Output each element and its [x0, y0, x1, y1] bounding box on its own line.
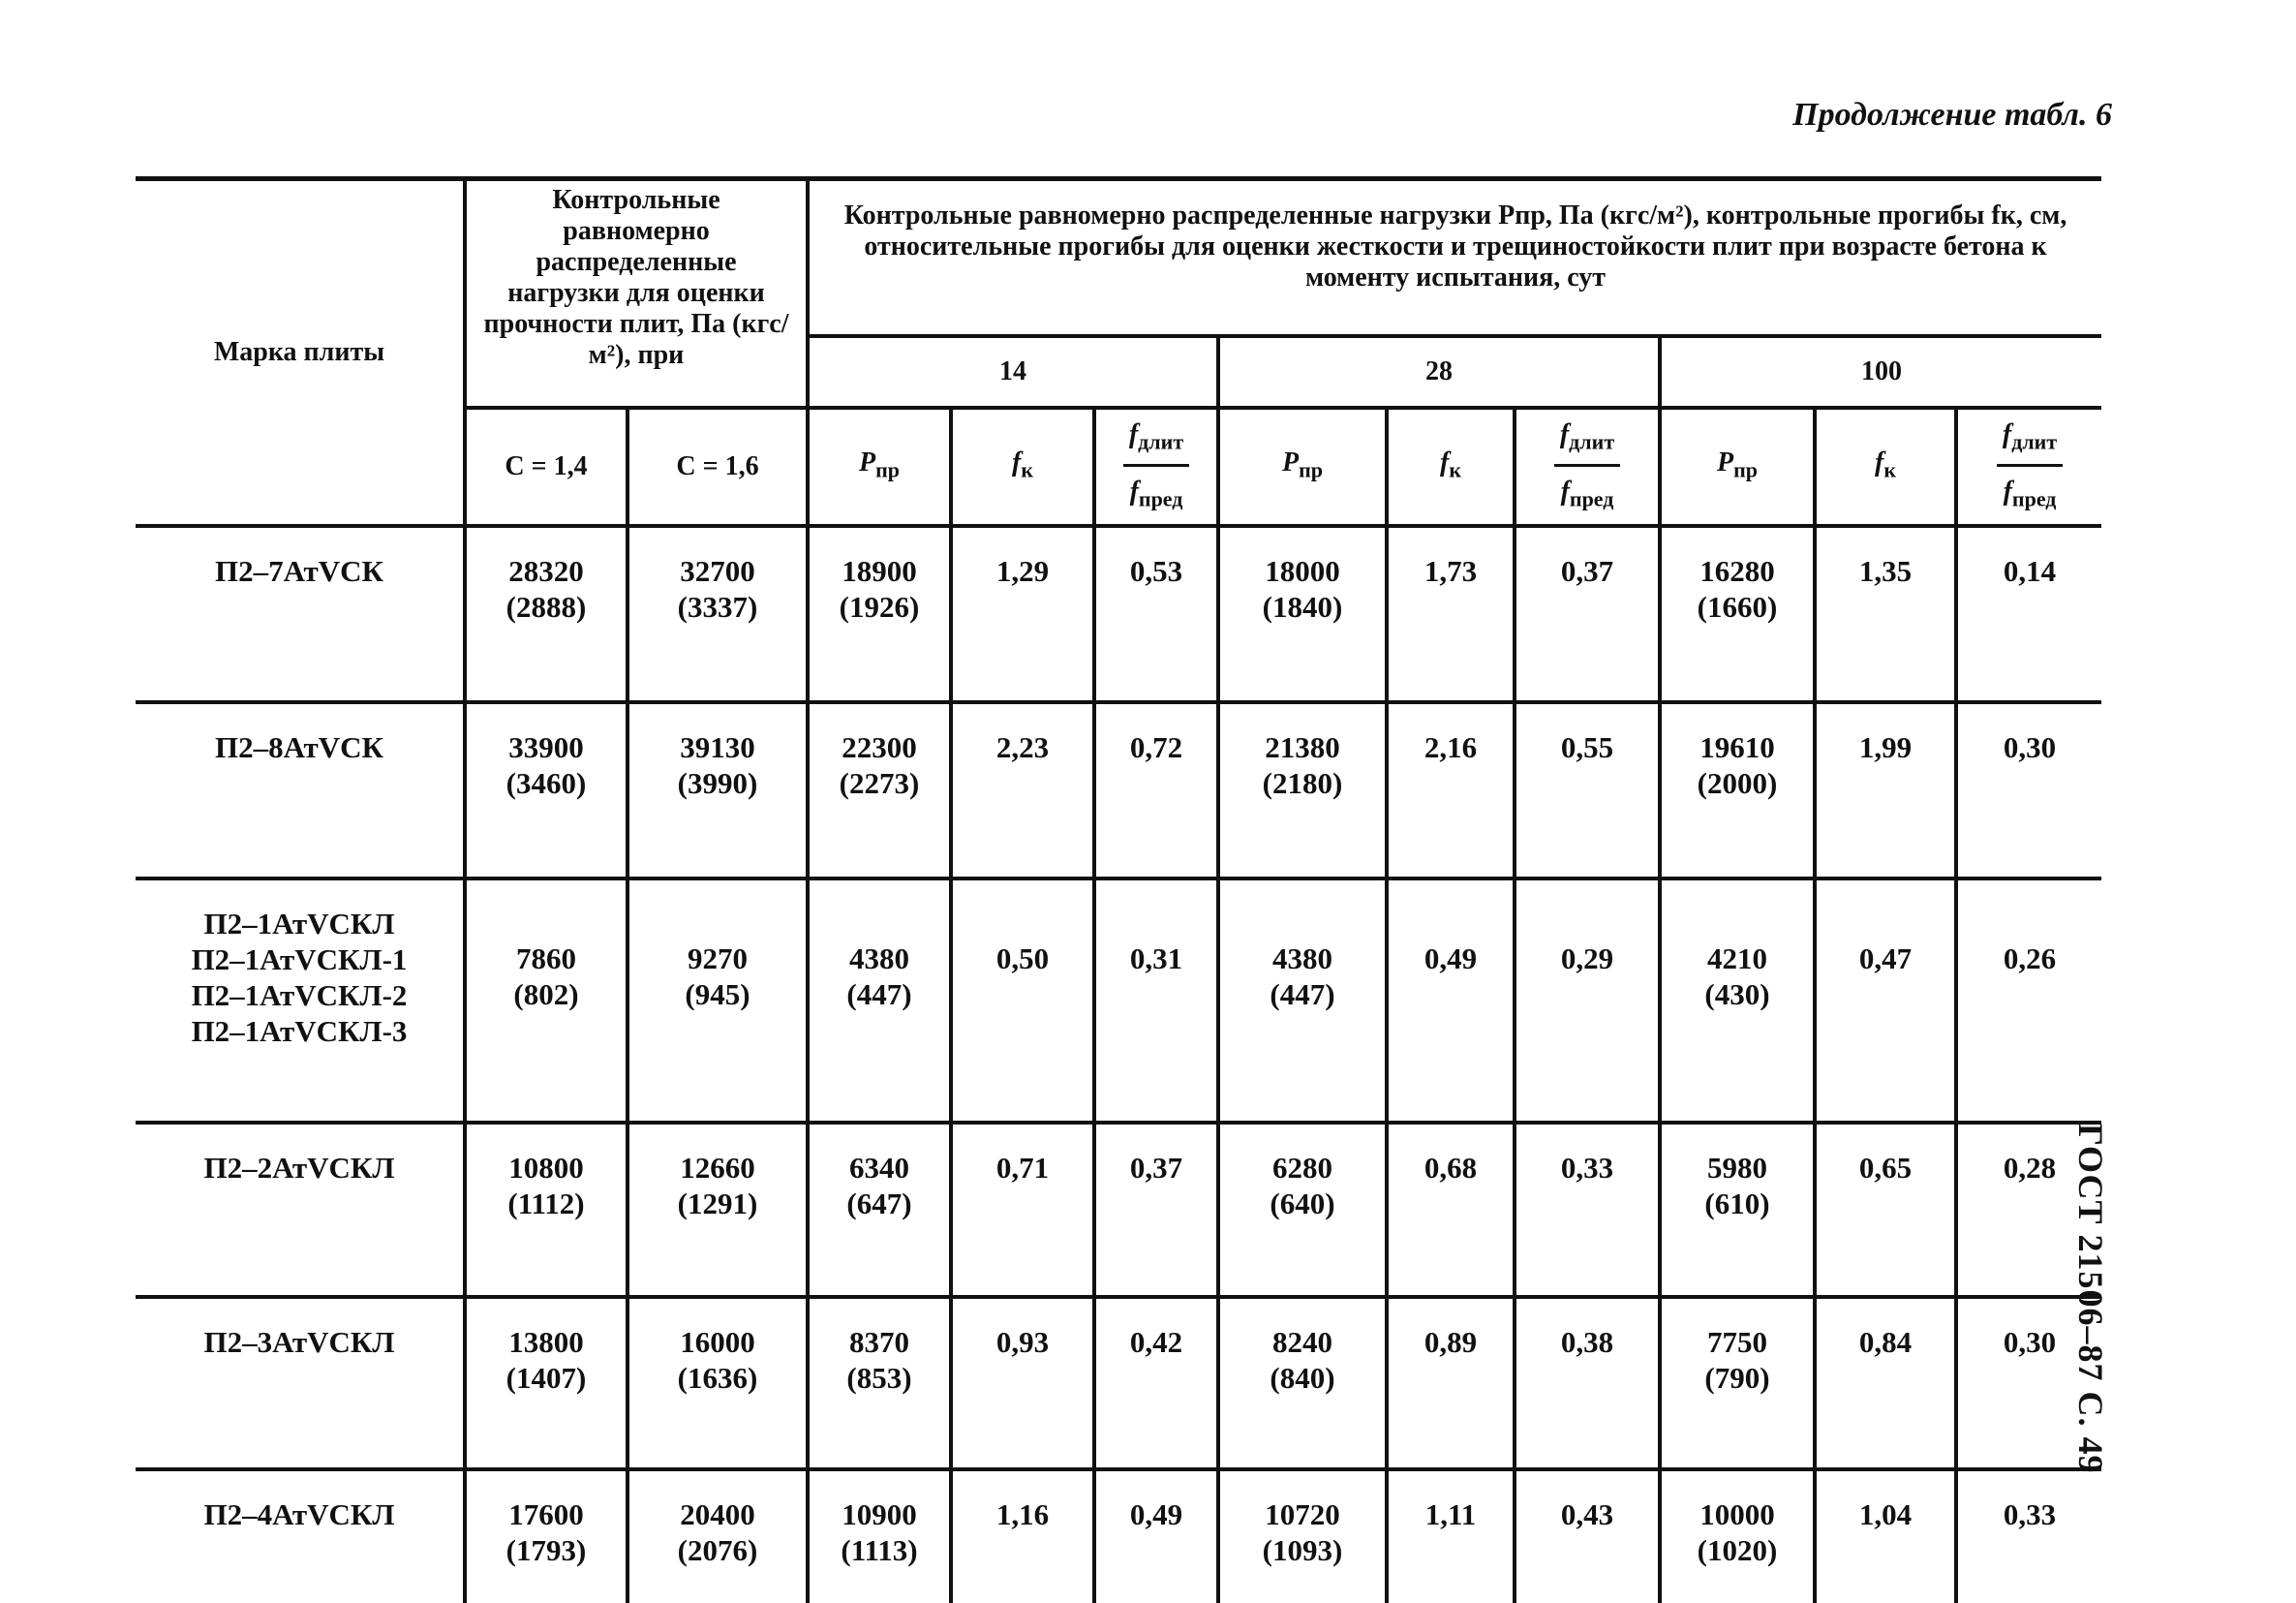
p-subscript: пр	[1299, 457, 1324, 482]
ratio-cell-d14	[1094, 1297, 1218, 1469]
load-c16-cell	[628, 526, 808, 702]
p-header-28	[1218, 408, 1387, 526]
load-c16-cell	[628, 702, 808, 879]
plate-mark	[136, 1469, 465, 1603]
plate-mark-line: П2–1АтVCКЛ-1	[191, 942, 408, 976]
p-load-cell-d28-kgf: (1093)	[1262, 1533, 1343, 1567]
load-c16-cell-kgf: (3990)	[677, 766, 758, 800]
deflection-cell-d28-value: 1,11	[1424, 1497, 1477, 1531]
p-load-cell-d28-kgf: (447)	[1270, 977, 1335, 1011]
load-c16-cell	[628, 1297, 808, 1469]
load-c16-cell	[628, 1123, 808, 1297]
load-c14-cell-kgf: (2888)	[505, 590, 587, 624]
deflection-cell-d14-value: 1,29	[995, 554, 1050, 588]
ratio-cell-d14-value: 0,49	[1129, 1497, 1183, 1531]
ratio-cell-d14	[1094, 1123, 1218, 1297]
num-sub: длит	[1569, 429, 1615, 454]
p-load-cell-d14	[808, 879, 951, 1123]
den-sub: пред	[1138, 486, 1183, 511]
deflection-cell-d100-value: 1,99	[1858, 730, 1913, 764]
p-load-cell-d100-pa: 16280	[1699, 554, 1775, 588]
load-c14-cell	[465, 1297, 628, 1469]
ratio-cell-d100	[1956, 1123, 2101, 1297]
p-load-cell-d14	[808, 702, 951, 879]
p-load-cell-d14-kgf: (447)	[846, 977, 912, 1011]
deflection-cell-d28	[1387, 526, 1515, 702]
plate-mark	[136, 526, 465, 702]
ratio-cell-d100	[1956, 702, 2101, 879]
load-c16-cell-kgf: (3337)	[677, 590, 758, 624]
ratio-fraction	[1123, 419, 1189, 514]
table-caption: Продолжение табл. 6	[1792, 97, 2112, 133]
deflection-cell-d14	[951, 1123, 1094, 1297]
f-subscript: к	[1021, 457, 1033, 482]
ratio-cell-d100-value: 0,26	[2003, 941, 2057, 975]
deflection-cell-d14-value: 0,93	[995, 1325, 1050, 1359]
deflection-cell-d14	[951, 879, 1094, 1123]
p-load-cell-d28-pa: 18000	[1265, 554, 1340, 588]
load-c16-cell-kgf: (945)	[685, 977, 750, 1011]
p-load-cell-d28-pa: 8240	[1272, 1325, 1332, 1359]
p-load-cell-d28	[1218, 1123, 1387, 1297]
ratio-header-100	[1956, 408, 2101, 526]
age-100-header: 100	[1660, 336, 2101, 408]
num-sub: длит	[1138, 429, 1184, 454]
c14-header: С = 1,4	[465, 408, 628, 526]
p-load-cell-d28-pa: 6280	[1272, 1151, 1332, 1185]
ratio-cell-d100	[1956, 1469, 2101, 1603]
stiffness-group-header: Контрольные равномерно распределенные нагрузки Pпр, Па (кгс/м²), контрольные прогибы fк, см, относительные прогибы для оценки жесткости и трещиностойкости плит при возрасте бетона к моменту испытания, сут	[808, 179, 2101, 337]
ratio-cell-d14-value: 0,42	[1129, 1325, 1183, 1359]
load-c14-cell-kgf: (802)	[513, 977, 579, 1011]
f-symbol: f	[1439, 447, 1450, 478]
ratio-cell-d100	[1956, 879, 2101, 1123]
plate-mark-line: П2–8АтVCК	[215, 730, 383, 764]
f-symbol: f	[1011, 447, 1022, 478]
ratio-cell-d28-value: 0,38	[1560, 1325, 1614, 1359]
load-c14-cell-kgf: (3460)	[505, 766, 587, 800]
plate-mark-line: П2–1АтVCКЛ-3	[191, 1014, 408, 1048]
deflection-cell-d28-value: 1,73	[1424, 554, 1478, 588]
p-load-cell-d14-pa: 18900	[842, 554, 917, 588]
deflection-cell-d100	[1815, 526, 1956, 702]
deflection-cell-d100	[1815, 879, 1956, 1123]
plate-mark-line: П2–4АтVCКЛ	[203, 1497, 395, 1531]
ratio-cell-d14	[1094, 1469, 1218, 1603]
load-c14-cell	[465, 702, 628, 879]
p-load-cell-d28	[1218, 702, 1387, 879]
f-subscript: к	[1449, 457, 1461, 482]
deflection-cell-d100	[1815, 1123, 1956, 1297]
p-load-cell-d100-kgf: (2000)	[1697, 766, 1778, 800]
p-subscript: пр	[1733, 457, 1759, 482]
deflection-cell-d100-value: 0,65	[1858, 1151, 1913, 1185]
p-load-cell-d28-pa: 10720	[1265, 1497, 1340, 1531]
deflection-cell-d28	[1387, 702, 1515, 879]
load-c14-cell-kgf: (1793)	[505, 1533, 587, 1567]
ratio-cell-d28-value: 0,37	[1560, 554, 1614, 588]
gost-page-label: ГОСТ 21506–87 С. 49	[2071, 1124, 2110, 1474]
p-subscript: пр	[875, 457, 901, 482]
deflection-cell-d100-value: 0,84	[1858, 1325, 1913, 1359]
f-symbol: f	[1874, 447, 1884, 478]
p-load-cell-d100-pa: 4210	[1707, 941, 1767, 975]
ratio-cell-d28	[1515, 1123, 1660, 1297]
ratio-cell-d100-value: 0,33	[2003, 1497, 2057, 1531]
load-c16-cell-pa: 12660	[680, 1151, 755, 1185]
p-load-cell-d100	[1660, 526, 1815, 702]
deflection-cell-d100	[1815, 1469, 1956, 1603]
plate-mark	[136, 702, 465, 879]
load-c16-cell-kgf: (1291)	[677, 1187, 758, 1220]
plate-mark-line: П2–3АтVCКЛ	[203, 1325, 395, 1359]
age-14-header: 14	[808, 336, 1218, 408]
den-f: f	[1129, 476, 1139, 507]
deflection-cell-d14-value: 1,16	[995, 1497, 1050, 1531]
p-load-cell-d14-kgf: (1113)	[841, 1533, 918, 1567]
age-28-header: 28	[1218, 336, 1660, 408]
num-f: f	[1128, 418, 1139, 449]
load-c16-cell-pa: 16000	[680, 1325, 755, 1359]
load-c14-cell	[465, 879, 628, 1123]
p-load-cell-d14-pa: 10900	[842, 1497, 917, 1531]
strength-group-header: Контрольные равномерно распределенные нагрузки для оценки прочности плит, Па (кгс/м²), при	[465, 179, 808, 409]
table-row	[136, 879, 2101, 1123]
load-c14-cell	[465, 526, 628, 702]
mark-column-header: Марка плиты	[136, 179, 465, 527]
plate-mark	[136, 1297, 465, 1469]
plate-mark-line: П2–7АтVCК	[215, 554, 383, 588]
ratio-cell-d100	[1956, 1297, 2101, 1469]
plate-mark-line: П2–1АтVCКЛ-2	[191, 978, 408, 1012]
load-c14-cell-pa: 33900	[508, 730, 584, 764]
p-load-cell-d28	[1218, 1469, 1387, 1603]
p-load-cell-d14	[808, 526, 951, 702]
deflection-cell-d100-value: 1,35	[1858, 554, 1913, 588]
table-row	[136, 1297, 2101, 1469]
ratio-cell-d28	[1515, 879, 1660, 1123]
p-load-cell-d100	[1660, 1469, 1815, 1603]
num-sub: длит	[2011, 429, 2058, 454]
ratio-cell-d14-value: 0,53	[1129, 554, 1183, 588]
deflection-cell-d100	[1815, 1297, 1956, 1469]
p-load-cell-d100-kgf: (1020)	[1697, 1533, 1778, 1567]
p-symbol: P	[1281, 447, 1300, 478]
deflection-cell-d28-value: 2,16	[1424, 730, 1478, 764]
ratio-cell-d28	[1515, 526, 1660, 702]
load-c14-cell-pa: 17600	[508, 1497, 584, 1531]
c16-header: С = 1,6	[628, 408, 808, 526]
ratio-fraction	[1554, 419, 1620, 514]
ratio-cell-d28	[1515, 1297, 1660, 1469]
p-load-cell-d14-kgf: (647)	[846, 1187, 912, 1220]
table-row	[136, 1469, 2101, 1603]
p-load-cell-d14-kgf: (853)	[846, 1361, 912, 1395]
p-header-14	[808, 408, 951, 526]
deflection-cell-d14-value: 0,71	[995, 1151, 1050, 1185]
deflection-cell-d28-value: 0,49	[1424, 941, 1478, 975]
deflection-cell-d14	[951, 1297, 1094, 1469]
p-load-cell-d100-kgf: (790)	[1704, 1361, 1770, 1395]
load-c16-cell-pa: 39130	[680, 730, 755, 764]
deflection-cell-d14-value: 2,23	[995, 730, 1050, 764]
plate-mark-line: П2–2АтVCКЛ	[203, 1151, 395, 1185]
load-c16-cell-pa: 20400	[680, 1497, 755, 1531]
deflection-cell-d100-value: 0,47	[1858, 941, 1913, 975]
f-header-100	[1815, 408, 1956, 526]
deflection-cell-d14	[951, 1469, 1094, 1603]
p-load-cell-d28-pa: 4380	[1272, 941, 1332, 975]
f-subscript: к	[1883, 457, 1896, 482]
p-load-cell-d100-pa: 10000	[1699, 1497, 1775, 1531]
load-c16-cell	[628, 879, 808, 1123]
p-load-cell-d14-pa: 4380	[849, 941, 909, 975]
p-load-cell-d14-kgf: (1926)	[839, 590, 920, 624]
table-row	[136, 1123, 2101, 1297]
ratio-cell-d28-value: 0,43	[1560, 1497, 1614, 1531]
num-f: f	[2002, 418, 2012, 449]
ratio-cell-d100-value: 0,28	[2003, 1151, 2057, 1185]
p-load-cell-d100-kgf: (610)	[1704, 1187, 1770, 1220]
deflection-cell-d28	[1387, 1469, 1515, 1603]
p-load-cell-d100-kgf: (1660)	[1697, 590, 1778, 624]
load-c14-cell-pa: 13800	[508, 1325, 584, 1359]
ratio-cell-d14-value: 0,37	[1129, 1151, 1183, 1185]
deflection-cell-d28	[1387, 1123, 1515, 1297]
p-symbol: P	[1716, 447, 1734, 478]
p-load-cell-d28-kgf: (2180)	[1262, 766, 1343, 800]
p-load-cell-d100-pa: 7750	[1707, 1325, 1767, 1359]
deflection-cell-d100	[1815, 702, 1956, 879]
deflection-cell-d14	[951, 526, 1094, 702]
f-header-14	[951, 408, 1094, 526]
deflection-cell-d100-value: 1,04	[1858, 1497, 1913, 1531]
load-c14-cell-kgf: (1112)	[507, 1187, 585, 1220]
p-load-cell-d28	[1218, 1297, 1387, 1469]
deflection-cell-d28	[1387, 879, 1515, 1123]
ratio-cell-d14-value: 0,31	[1129, 941, 1183, 975]
plate-mark-line: П2–1АтVCКЛ	[203, 907, 395, 940]
ratio-header-14	[1094, 408, 1218, 526]
p-load-cell-d14	[808, 1297, 951, 1469]
p-load-cell-d100	[1660, 879, 1815, 1123]
ratio-cell-d14	[1094, 526, 1218, 702]
p-load-cell-d14	[808, 1469, 951, 1603]
load-c16-cell-kgf: (1636)	[677, 1361, 758, 1395]
load-c14-cell-pa: 7860	[516, 941, 576, 975]
ratio-cell-d28-value: 0,29	[1560, 941, 1614, 975]
load-c14-cell-pa: 28320	[508, 554, 584, 588]
p-load-cell-d100	[1660, 1297, 1815, 1469]
p-load-cell-d28	[1218, 526, 1387, 702]
p-load-cell-d14-pa: 8370	[849, 1325, 909, 1359]
p-load-cell-d100-kgf: (430)	[1704, 977, 1770, 1011]
num-f: f	[1559, 418, 1570, 449]
deflection-cell-d14-value: 0,50	[995, 941, 1050, 975]
load-c16-cell	[628, 1469, 808, 1603]
deflection-cell-d28	[1387, 1297, 1515, 1469]
table-row	[136, 526, 2101, 702]
plate-mark	[136, 1123, 465, 1297]
ratio-cell-d100-value: 0,14	[2003, 554, 2057, 588]
p-header-100	[1660, 408, 1815, 526]
p-load-cell-d28-kgf: (840)	[1270, 1361, 1335, 1395]
p-load-cell-d28-kgf: (1840)	[1262, 590, 1343, 624]
p-load-cell-d14	[808, 1123, 951, 1297]
load-c14-cell-pa: 10800	[508, 1151, 584, 1185]
ratio-cell-d28	[1515, 702, 1660, 879]
load-c16-cell-pa: 32700	[680, 554, 755, 588]
p-load-cell-d14-pa: 22300	[842, 730, 917, 764]
ratio-header-28	[1515, 408, 1660, 526]
p-load-cell-d100	[1660, 1123, 1815, 1297]
deflection-cell-d28-value: 0,89	[1424, 1325, 1478, 1359]
load-c14-cell-kgf: (1407)	[505, 1361, 587, 1395]
den-sub: пред	[1569, 486, 1614, 511]
ratio-cell-d28	[1515, 1469, 1660, 1603]
load-c14-cell	[465, 1469, 628, 1603]
ratio-cell-d28-value: 0,55	[1560, 730, 1614, 764]
p-load-cell-d100-pa: 5980	[1707, 1151, 1767, 1185]
den-f: f	[1560, 476, 1570, 507]
p-symbol: P	[858, 447, 876, 478]
ratio-fraction	[1997, 419, 2063, 514]
den-sub: пред	[2011, 486, 2057, 511]
load-c16-cell-kgf: (2076)	[677, 1533, 758, 1567]
p-load-cell-d28	[1218, 879, 1387, 1123]
ratio-cell-d28-value: 0,33	[1560, 1151, 1614, 1185]
deflection-cell-d28-value: 0,68	[1424, 1151, 1478, 1185]
load-c16-cell-pa: 9270	[688, 941, 748, 975]
p-load-cell-d100-pa: 19610	[1699, 730, 1775, 764]
p-load-cell-d28-pa: 21380	[1265, 730, 1340, 764]
plate-mark	[136, 879, 465, 1123]
table-row	[136, 702, 2101, 879]
p-load-cell-d28-kgf: (640)	[1270, 1187, 1335, 1220]
ratio-cell-d14	[1094, 702, 1218, 879]
deflection-cell-d14	[951, 702, 1094, 879]
f-header-28	[1387, 408, 1515, 526]
loads-table	[136, 176, 2101, 1603]
den-f: f	[2003, 476, 2012, 507]
ratio-cell-d100	[1956, 526, 2101, 702]
ratio-cell-d100-value: 0,30	[2003, 1325, 2057, 1359]
ratio-cell-d14	[1094, 879, 1218, 1123]
p-load-cell-d14-pa: 6340	[849, 1151, 909, 1185]
load-c14-cell	[465, 1123, 628, 1297]
p-load-cell-d100	[1660, 702, 1815, 879]
p-load-cell-d14-kgf: (2273)	[839, 766, 920, 800]
ratio-cell-d100-value: 0,30	[2003, 730, 2057, 764]
ratio-cell-d14-value: 0,72	[1129, 730, 1183, 764]
